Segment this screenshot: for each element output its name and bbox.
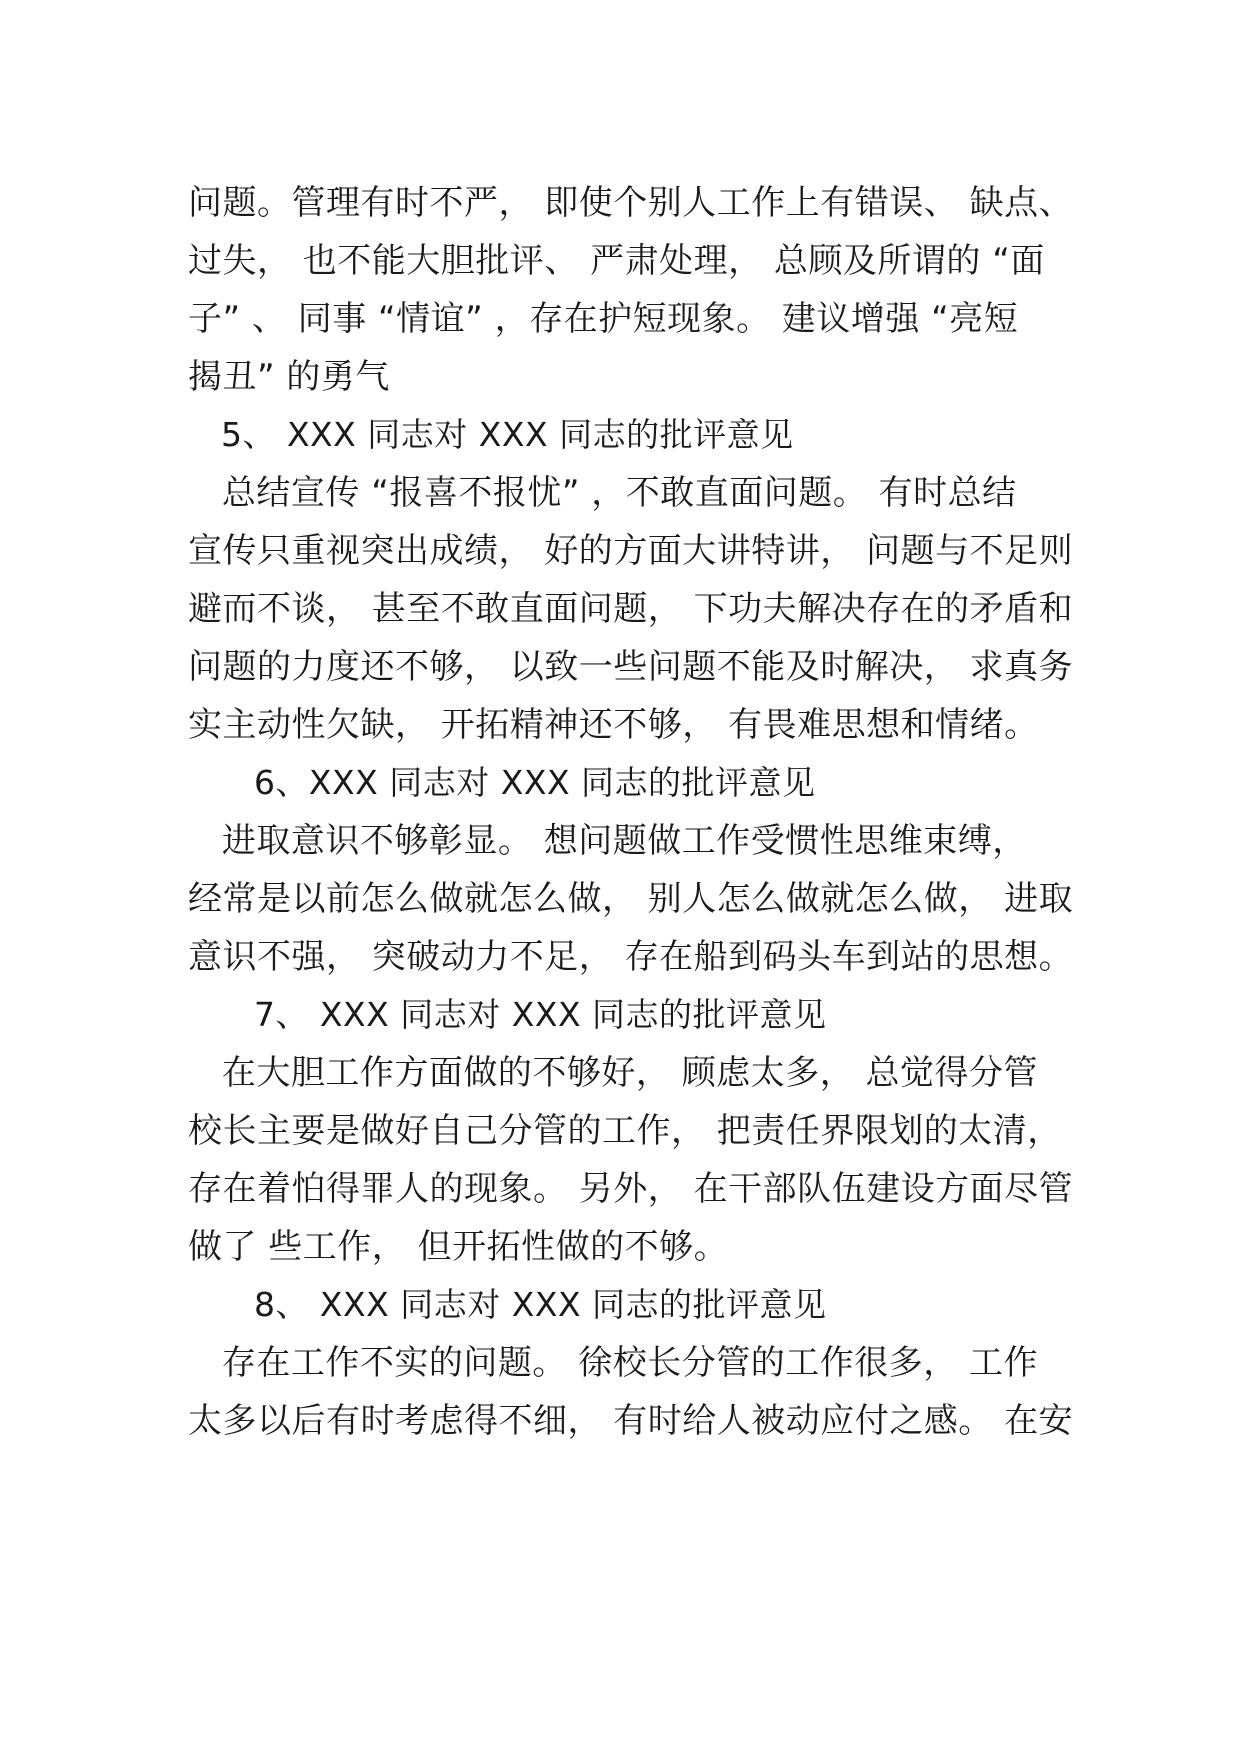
text-line: 进取意识不够彰显。 想问题做工作受惯性思维束缚， [188, 821, 1027, 861]
text-line: 存在工作不实的问题。 徐校长分管的工作很多， 工作 [188, 1343, 1039, 1383]
section-heading: 6、XXX 同志对 XXX 同志的批评意见 [188, 763, 816, 802]
section-heading: 5、 XXX 同志对 XXX 同志的批评意见 [188, 415, 794, 454]
text-line: 过失， 也不能大胆批评、 严肃处理， 总顾及所谓的 “面 [188, 241, 1045, 281]
text-line: 问题的力度还不够， 以致一些问题不能及时解决， 求真务 [188, 647, 1074, 687]
section-heading: 8、 XXX 同志对 XXX 同志的批评意见 [188, 1285, 827, 1324]
section-heading: 7、 XXX 同志对 XXX 同志的批评意见 [188, 995, 827, 1034]
text-line: 校长主要是做好自己分管的工作， 把责任界限划的太清， [188, 1111, 1062, 1151]
text-line: 意识不强， 突破动力不足， 存在船到码头车到站的思想。 [188, 937, 1074, 977]
text-line: 在大胆工作方面做的不够好， 顾虑太多， 总觉得分管 [188, 1053, 1039, 1093]
text-line: 问题。管理有时不严， 即使个别人工作上有错误、 缺点、 [188, 183, 1074, 223]
text-line: 总结宣传 “报喜不报忧” ，不敢直面问题。 有时总结 [188, 473, 1017, 513]
text-line: 宣传只重视突出成绩， 好的方面大讲特讲， 问题与不足则 [188, 531, 1074, 571]
text-line: 子” 、 同事 “情谊” ，存在护短现象。 建议增强 “亮短 [188, 299, 1019, 339]
text-line: 太多以后有时考虑得不细， 有时给人被动应付之感。 在安 [188, 1401, 1074, 1441]
text-line: 存在着怕得罪人的现象。 另外， 在干部队伍建设方面尽管 [188, 1169, 1074, 1209]
text-line: 揭丑” 的勇气 [188, 357, 390, 397]
text-line: 避而不谈， 甚至不敢直面问题， 下功夫解决存在的矛盾和 [188, 589, 1074, 629]
text-line: 做了 些工作， 但开拓性做的不够。 [188, 1227, 729, 1267]
text-line: 经常是以前怎么做就怎么做， 别人怎么做就怎么做， 进取 [188, 879, 1074, 919]
text-line: 实主动性欠缺， 开拓精神还不够， 有畏难思想和情绪。 [188, 705, 1039, 745]
